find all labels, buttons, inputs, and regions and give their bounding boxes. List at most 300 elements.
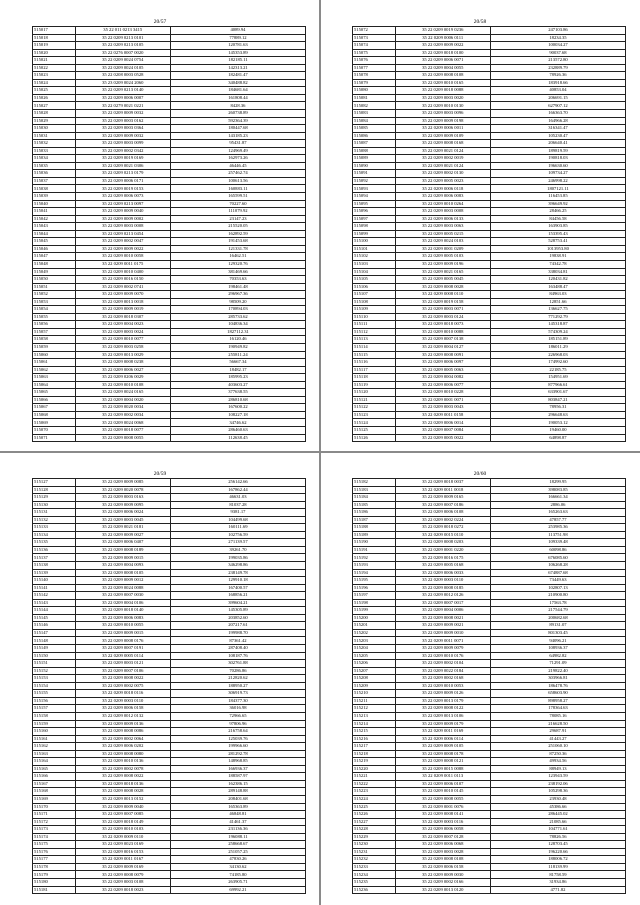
row-id-cell: 515214	[353, 720, 396, 728]
cadastral-number-cell: 35 22 0209 0008 0189	[75, 546, 170, 554]
table-row	[33, 660, 306, 668]
amount-cell: 70227.60	[170, 200, 305, 208]
table-row	[353, 72, 626, 80]
cadastral-number-cell: 35 22 0209 0008 0185	[395, 584, 490, 592]
amount-cell: 212820.62	[170, 675, 305, 683]
table-row	[353, 57, 626, 65]
table-row	[353, 185, 626, 193]
row-id-cell: 515057	[33, 328, 76, 336]
amount-cell: 396649.92	[490, 200, 625, 208]
table-row	[353, 381, 626, 389]
cadastral-number-cell: 35 22 0209 0021 0124	[395, 162, 490, 170]
cadastral-number-cell: 35 22 0209 0006 0108	[395, 509, 490, 517]
row-id-cell: 515226	[353, 811, 396, 819]
amount-cell: 18234.35	[490, 34, 625, 42]
table-row	[353, 728, 626, 736]
amount-cell: 208401.68	[170, 795, 305, 803]
table-row	[353, 584, 626, 592]
amount-cell: 251060.10	[490, 743, 625, 751]
amount-cell: 16120.46	[170, 336, 305, 344]
amount-cell: 47830.26	[170, 856, 305, 864]
row-id-cell: 515068	[33, 411, 76, 419]
row-id-cell: 515147	[33, 629, 76, 637]
amount-cell: 256142.66	[170, 479, 305, 487]
amount-cell: 136627.75	[490, 306, 625, 314]
amount-cell: 128703.45	[490, 841, 625, 849]
amount-cell: 106268.28	[490, 562, 625, 570]
row-id-cell: 515042	[33, 215, 76, 223]
row-id-cell: 515072	[353, 27, 396, 35]
cadastral-number-cell: 35 22 0209 0010 0176	[395, 652, 490, 660]
amount-cell: 771292.79	[490, 313, 625, 321]
amount-cell: 287408.40	[170, 645, 305, 653]
amount-cell: 87361.42	[170, 637, 305, 645]
amount-cell: 105298.36	[490, 788, 625, 796]
amount-cell: 165363.89	[170, 803, 305, 811]
amount-cell: 898958.27	[490, 697, 625, 705]
cadastral-number-cell: 35 22 0209 0007 0030	[75, 592, 170, 600]
amount-cell: 108936.37	[490, 645, 625, 653]
table-row	[33, 306, 306, 314]
row-id-cell: 515063	[33, 374, 76, 382]
table-row	[353, 705, 626, 713]
amount-cell: 574309.24	[490, 328, 625, 336]
row-id-cell: 515071	[33, 434, 76, 442]
table-row	[353, 238, 626, 246]
cadastral-number-cell: 35 22 0209 0010 0053	[395, 682, 490, 690]
row-id-cell: 515221	[353, 773, 396, 781]
cadastral-number-cell: 35 22 0209 0006 0118	[395, 185, 490, 193]
row-id-cell: 515153	[33, 675, 76, 683]
row-id-cell: 515166	[33, 773, 76, 781]
amount-cell: 160883.11	[170, 185, 305, 193]
amount-cell: 196630.60	[490, 162, 625, 170]
amount-cell: 148968.85	[170, 758, 305, 766]
cadastral-number-cell: 35 22 0209 0007 0017	[395, 599, 490, 607]
table-row	[353, 765, 626, 773]
cadastral-number-cell: 35 22 0209 0015 0088	[395, 765, 490, 773]
row-id-cell: 515155	[33, 690, 76, 698]
amount-cell: 286810.68	[170, 396, 305, 404]
amount-cell: 340488.82	[170, 79, 305, 87]
cadastral-number-cell: 35 22 0209 0002 0034	[75, 411, 170, 419]
row-id-cell: 515074	[353, 42, 396, 50]
amount-cell: 184681.64	[170, 87, 305, 95]
cadastral-number-cell: 35 22 0209 0011 0167	[75, 856, 170, 864]
cadastral-number-cell: 35 22 0209 0007 0138	[395, 336, 490, 344]
cadastral-number-cell: 35 22 0209 0007 0191	[75, 645, 170, 653]
amount-cell: 22185.75	[490, 366, 625, 374]
table-row	[33, 253, 306, 261]
table-row	[353, 554, 626, 562]
table-row	[33, 64, 306, 72]
row-id-cell: 515061	[33, 359, 76, 367]
row-id-cell: 515087	[353, 140, 396, 148]
amount-cell: 90037.68	[490, 49, 625, 57]
row-id-cell: 515090	[353, 162, 396, 170]
table-row	[33, 298, 306, 306]
cadastral-number-cell: 35 22 0209 0003 0116	[395, 818, 490, 826]
cadastral-number-cell: 35 22 0209 0006 0027	[75, 366, 170, 374]
row-id-cell: 515027	[33, 102, 76, 110]
table-row	[353, 396, 626, 404]
table-row	[353, 419, 626, 427]
table-row	[353, 132, 626, 140]
cadastral-number-cell: 35 22 0209 0007 0128	[395, 833, 490, 841]
amount-cell: 251057.25	[170, 848, 305, 856]
table-row	[353, 79, 626, 87]
cadastral-number-cell: 35 22 0209 0002 0019	[395, 155, 490, 163]
cadastral-number-cell: 35 22 0209 0009 0085	[75, 479, 170, 487]
table-row	[33, 110, 306, 118]
row-id-cell: 515186	[353, 509, 396, 517]
table-row	[33, 562, 306, 570]
cadastral-number-cell: 35 22 0209 0009 0079	[395, 645, 490, 653]
table-row	[353, 848, 626, 856]
table-row	[33, 72, 306, 80]
row-id-cell: 515040	[33, 200, 76, 208]
row-id-cell: 515053	[33, 298, 76, 306]
row-id-cell: 515234	[353, 871, 396, 879]
amount-cell: 120431.82	[490, 276, 625, 284]
cadastral-number-cell: 35 22 0209 0001 0071	[395, 396, 490, 404]
table-row	[33, 336, 306, 344]
amount-cell: 877966.61	[490, 381, 625, 389]
row-id-cell: 515160	[33, 728, 76, 736]
cadastral-number-cell: 35 22 0209 0010 0136	[75, 758, 170, 766]
table-row	[353, 637, 626, 645]
cadastral-number-cell: 35 22 0209 0009 0110	[75, 833, 170, 841]
cadastral-number-cell: 35 22 0209 0006 0407	[75, 539, 170, 547]
table-row	[353, 811, 626, 819]
cadastral-number-cell: 35 22 0209 0003 0099	[75, 140, 170, 148]
row-id-cell: 515225	[353, 803, 396, 811]
table-row	[353, 125, 626, 133]
row-id-cell: 515176	[33, 848, 76, 856]
cadastral-number-cell: 35 22 0209 0011 0158	[395, 411, 490, 419]
cadastral-number-cell: 35 22 0209 0010 0400	[75, 268, 170, 276]
row-id-cell: 515209	[353, 682, 396, 690]
cadastral-number-cell: 35 22 0209 0011 0071	[395, 637, 490, 645]
amount-cell: 302761.88	[170, 660, 305, 668]
amount-cell: 271139.57	[170, 539, 305, 547]
amount-cell: 528753.41	[490, 238, 625, 246]
amount-cell: 199966.60	[170, 743, 305, 751]
cadastral-number-cell: 35 22 0209 0010 0077	[75, 336, 170, 344]
table-row	[353, 434, 626, 442]
table-row	[33, 27, 306, 35]
row-id-cell: 515159	[33, 720, 76, 728]
amount-cell: 104836.34	[170, 321, 305, 329]
table-row	[33, 34, 306, 42]
amount-cell: 206640.41	[490, 140, 625, 148]
row-id-cell: 515145	[33, 614, 76, 622]
row-id-cell: 515136	[33, 546, 76, 554]
cadastral-number-cell: 35 22 0209 0008 0121	[395, 758, 490, 766]
cadastral-number-cell: 35 22 0209 0006 0111	[395, 34, 490, 42]
amount-cell: 21085.66	[490, 818, 625, 826]
cadastral-number-cell: 35 22 0209 0019 0169	[75, 155, 170, 163]
table-row	[33, 841, 306, 849]
table-row	[33, 758, 306, 766]
cadastral-number-cell: 35 22 0209 0006 0033	[395, 569, 490, 577]
amount-cell: 98509.20	[170, 298, 305, 306]
table-row	[33, 833, 306, 841]
cadastral-number-cell: 35 22 0209 0007 0186	[395, 501, 490, 509]
row-id-cell: 515067	[33, 404, 76, 412]
amount-cell: 186478.76	[490, 682, 625, 690]
page-number: 20/58	[473, 19, 487, 25]
cadastral-number-cell: 35 22 0209 0004 0106	[75, 599, 170, 607]
table-row	[33, 57, 306, 65]
table-row	[353, 411, 626, 419]
cadastral-number-cell: 35 22 0209 0007 0106	[75, 667, 170, 675]
cadastral-number-cell: 35 22 0209 0008 0080	[75, 750, 170, 758]
amount-cell: 121331.78	[170, 245, 305, 253]
row-id-cell: 515175	[33, 841, 76, 849]
row-id-cell: 515113	[353, 336, 396, 344]
cadastral-number-cell: 35 22 0209 0010 0055	[75, 622, 170, 630]
amount-cell: 196220.66	[490, 848, 625, 856]
amount-cell: 255811.24	[170, 351, 305, 359]
cadastral-number-cell: 35 22 0209 0023 0169	[75, 841, 170, 849]
amount-cell: 178364.63	[490, 705, 625, 713]
row-id-cell: 515164	[33, 758, 76, 766]
page-panel-bottom-left	[10, 457, 310, 897]
row-id-cell: 515169	[33, 795, 76, 803]
row-id-cell: 515140	[33, 577, 76, 585]
cadastral-number-cell: 35 22 0209 0004 0006	[395, 607, 490, 615]
row-id-cell: 515089	[353, 155, 396, 163]
table-row	[353, 170, 626, 178]
amount-cell: 1013953.80	[490, 245, 625, 253]
table-row	[33, 878, 306, 886]
cadastral-number-cell: 35 22 0209 0009 0019	[75, 306, 170, 314]
row-id-cell: 515096	[353, 208, 396, 216]
row-id-cell: 515091	[353, 170, 396, 178]
table-row	[33, 516, 306, 524]
row-id-cell: 515086	[353, 132, 396, 140]
cadastral-number-cell: 35 22 0209 0008 0091	[395, 351, 490, 359]
cadastral-number-cell: 35 22 0209 0010 0264	[395, 200, 490, 208]
amount-cell: 801303.45	[490, 629, 625, 637]
cadastral-number-cell: 35 22 0209 0019 0153	[75, 185, 170, 193]
row-id-cell: 515227	[353, 818, 396, 826]
table-row	[353, 886, 626, 894]
row-id-cell: 515037	[33, 177, 76, 185]
cadastral-number-cell: 35 22 0209 0003 0121	[75, 660, 170, 668]
amount-cell: 184377.30	[170, 697, 305, 705]
cadastral-number-cell: 35 22 0209 0006 0058	[395, 826, 490, 834]
cadastral-number-cell: 35 22 0209 0003 0364	[75, 125, 170, 133]
cadastral-number-cell: 35 22 0209 0213 0179	[75, 170, 170, 178]
table-row	[353, 509, 626, 517]
cadastral-number-cell: 35 22 0209 0003 0043	[395, 404, 490, 412]
cadastral-number-cell: 35 22 0209 0009 0126	[395, 690, 490, 698]
cadastral-number-cell: 35 22 0209 0009 0021	[395, 622, 490, 630]
table-row	[33, 735, 306, 743]
cadastral-number-cell: 35 22 0209 0008 0141	[395, 811, 490, 819]
cadastral-number-cell: 35 22 0209 0020 0034	[75, 404, 170, 412]
cadastral-number-cell: 35 22 0209 0018 0037	[395, 479, 490, 487]
cadastral-number-cell: 35 22 0209 0002 0104	[395, 660, 490, 668]
cadastral-number-cell: 35 22 0209 0009 0169	[75, 863, 170, 871]
row-id-cell: 515135	[33, 539, 76, 547]
cadastral-number-cell: 35 22 0209 0021 0181	[75, 524, 170, 532]
table-row	[33, 238, 306, 246]
table-row	[33, 94, 306, 102]
cadastral-number-cell: 35 22 0209 0003 0028	[395, 848, 490, 856]
amount-cell: 296967.36	[170, 291, 305, 299]
amount-cell: 306919.73	[170, 690, 305, 698]
table-row	[353, 486, 626, 494]
row-id-cell: 515083	[353, 110, 396, 118]
row-id-cell: 515035	[33, 162, 76, 170]
cadastral-number-cell: 35 22 0209 0009 0010	[395, 629, 490, 637]
cadastral-number-cell: 35 22 0209 0024 0754	[75, 57, 170, 65]
table-row	[353, 306, 626, 314]
table-row	[33, 743, 306, 751]
row-id-cell: 515161	[33, 735, 76, 743]
table-row	[33, 697, 306, 705]
table-row	[33, 185, 306, 193]
amount-cell: 633901.67	[490, 389, 625, 397]
amount-cell: 69992.21	[170, 886, 305, 894]
row-id-cell: 515150	[33, 652, 76, 660]
row-id-cell: 515052	[33, 291, 76, 299]
cadastral-number-cell: 35 22 0209 0018 0307	[75, 313, 170, 321]
table-row	[33, 132, 306, 140]
row-id-cell: 515020	[33, 49, 76, 57]
amount-cell: 87250.36	[490, 750, 625, 758]
amount-cell: 8428.36	[170, 102, 305, 110]
amount-cell: 71291.09	[490, 660, 625, 668]
table-row	[33, 856, 306, 864]
amount-cell: 97806.96	[170, 720, 305, 728]
amount-cell: 29687.91	[490, 728, 625, 736]
table-row	[33, 645, 306, 653]
row-id-cell: 515098	[353, 223, 396, 231]
cadastral-number-cell: 35 22 0209 0009 0136	[75, 720, 170, 728]
amount-cell: 167600.22	[170, 404, 305, 412]
table-row	[33, 291, 306, 299]
table-row	[33, 419, 306, 427]
amount-cell: 70353.63	[170, 276, 305, 284]
amount-cell: 190949.82	[170, 343, 305, 351]
row-id-cell: 515054	[33, 306, 76, 314]
cadastral-number-cell: 35 22 0209 0009 0012	[75, 577, 170, 585]
cadastral-number-cell: 35 22 0209 0018 0023	[75, 886, 170, 894]
cadastral-number-cell: 35 22 0209 0013 0029	[75, 351, 170, 359]
cadastral-number-cell: 35 22 0209 0004 0055	[395, 64, 490, 72]
row-id-cell: 515184	[353, 494, 396, 502]
row-id-cell: 515123	[353, 411, 396, 419]
table-row	[33, 788, 306, 796]
amount-cell: 18299.95	[490, 479, 625, 487]
amount-cell: 165599.51	[170, 193, 305, 201]
table-row	[353, 720, 626, 728]
row-id-cell: 515101	[353, 245, 396, 253]
amount-cell: 162386.15	[170, 780, 305, 788]
row-id-cell: 515130	[33, 501, 76, 509]
row-id-cell: 515085	[353, 125, 396, 133]
amount-cell: 165263.63	[490, 509, 625, 517]
cadastral-number-cell: 35 22 0209 0008 0108	[395, 856, 490, 864]
cadastral-number-cell: 35 22 0209 0009 0040	[75, 208, 170, 216]
row-id-cell: 515048	[33, 260, 76, 268]
table-row	[353, 697, 626, 705]
amount-cell: 399604.21	[170, 599, 305, 607]
table-row	[353, 404, 626, 412]
amount-cell: 238192.06	[490, 780, 625, 788]
cadastral-number-cell: 35 22 0209 0011 0169	[395, 728, 490, 736]
cadastral-number-cell: 35 22 0209 0213 0105	[75, 42, 170, 50]
amount-cell: 64898.87	[490, 434, 625, 442]
amount-cell: 253985.36	[490, 524, 625, 532]
cadastral-number-cell: 35 22 0209 0010 0103	[75, 826, 170, 834]
cadastral-number-cell: 35 22 0209 0016 0150	[75, 276, 170, 284]
cadastral-number-cell: 35 22 0209 0008 0021	[395, 614, 490, 622]
table-row	[33, 381, 306, 389]
table-row	[33, 404, 306, 412]
table-row	[353, 614, 626, 622]
row-id-cell: 515212	[353, 705, 396, 713]
cadastral-number-cell: 35 22 011 0213 3415	[75, 27, 170, 35]
table-row	[33, 268, 306, 276]
cadastral-number-cell: 35 22 0209 0015 0110	[395, 531, 490, 539]
table-row	[353, 389, 626, 397]
table-row	[353, 147, 626, 155]
table-row	[33, 102, 306, 110]
row-id-cell: 515219	[353, 758, 396, 766]
cadastral-number-cell: 35 22 0209 0008 0178	[395, 750, 490, 758]
row-id-cell: 515195	[353, 577, 396, 585]
table-row	[353, 268, 626, 276]
cadastral-number-cell: 35 22 0209 0206 0029	[75, 374, 170, 382]
amount-cell: 78926.36	[490, 72, 625, 80]
amount-cell: 189819.59	[490, 147, 625, 155]
cadastral-number-cell: 35 22 0209 0006 0007	[75, 94, 170, 102]
row-id-cell: 515023	[33, 72, 76, 80]
cadastral-number-cell: 35 22 0209 0005 0103	[395, 253, 490, 261]
cadastral-number-cell: 35 22 0209 0021 0306	[75, 162, 170, 170]
amount-cell: 39261.70	[170, 546, 305, 554]
table-row	[353, 546, 626, 554]
amount-cell: 286445.02	[490, 811, 625, 819]
cadastral-number-cell: 35 22 0209 0009 0165	[395, 494, 490, 502]
row-id-cell: 515193	[353, 562, 396, 570]
amount-cell: 188587.97	[170, 773, 305, 781]
table-row	[353, 531, 626, 539]
amount-cell: 232889.79	[490, 64, 625, 72]
table-row	[353, 336, 626, 344]
table-row	[33, 396, 306, 404]
cadastral-number-cell: 35 22 0209 0007 0084	[395, 426, 490, 434]
amount-cell: 381469.66	[170, 268, 305, 276]
row-id-cell: 515066	[33, 396, 76, 404]
table-row	[353, 245, 626, 253]
row-id-cell: 515093	[353, 185, 396, 193]
cadastral-number-cell: 35 22 0209 0003 0096	[395, 110, 490, 118]
table-row	[353, 208, 626, 216]
amount-cell: 258668.67	[170, 841, 305, 849]
amount-cell: 316341.47	[490, 125, 625, 133]
cadastral-number-cell: 35 22 0209 0009 0070	[75, 291, 170, 299]
row-id-cell: 515056	[33, 321, 76, 329]
row-id-cell: 515084	[353, 117, 396, 125]
amount-cell: 23930.48	[490, 795, 625, 803]
table-row	[353, 871, 626, 879]
